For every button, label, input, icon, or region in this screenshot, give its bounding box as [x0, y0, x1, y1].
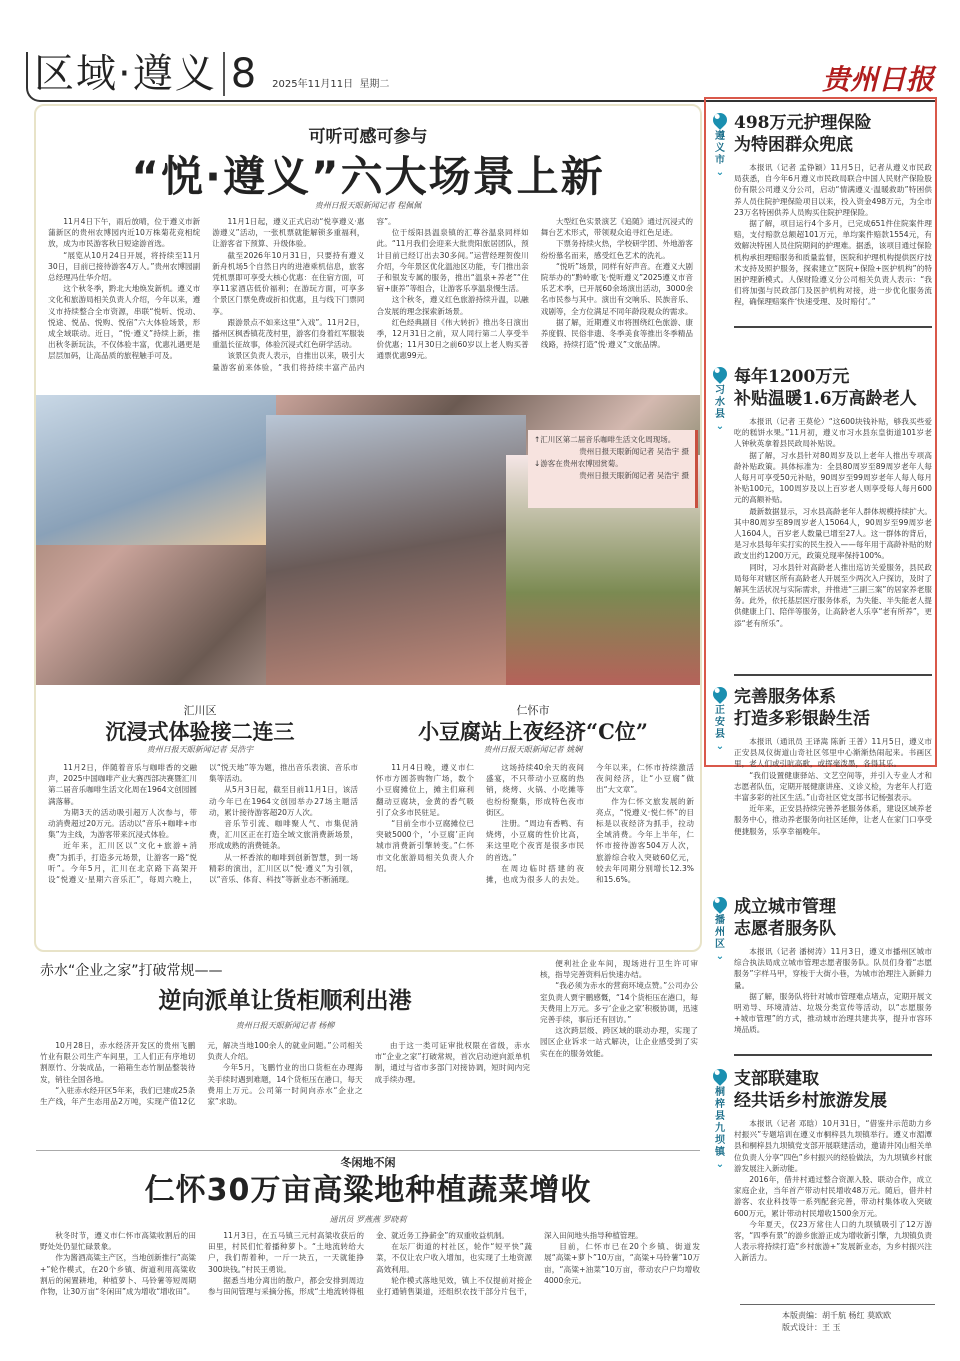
paragraph: 据了解，项目运行4个多月，已完成651件住院案件理赔，支付赔款总额超101万元，单均案件赔款1554元，有效解决特困人员住院期间的护理难。据悉，该项目通过保险机构承担理赔服务和质量监督，医院和护理机构提供医疗技术支持及照护服务，探索建立“医院+保险+医护机构”的特困护理新模式。人保财险遵义分公司相关负责人表示：“我们将加强与民政部门及医护机构对接，进一步优化服务流程，确保理赔案件‘快速受理、及时赔付’。” — [734, 219, 932, 307]
sidebar-body — [734, 946, 932, 1052]
headline-line: 支部联建取 — [734, 1069, 819, 1089]
chevron-down-icon: ⌄ — [715, 1158, 725, 1170]
sidebar-headline — [734, 896, 932, 940]
paragraph: 本报讯（记者 孟铮颖）11月5日，记者从遵义市民政局获悉，自今年6月遵义市民政局联合中国人民财产保险股份有限公司遵义分公司，启动“情满遵义·温暖救助”特困供养人员住院护理保险项目以来，投入资金498万元，为全市23万名特困供养人员购买住院护理保险。 — [734, 163, 932, 217]
location-pin-icon — [710, 1066, 730, 1086]
region-char: 镇 — [715, 1146, 725, 1158]
headline-line: 完善服务体系 — [734, 687, 836, 707]
sidebar-article — [712, 108, 932, 330]
paragraph: 便利社企业车间，现场进行卫生许可审核，指导完善资料后快速办结。 — [540, 959, 698, 980]
paragraph: 11月4日下午，雨后放晴，位于遵义市新蒲新区的贵州农博园内近10万株菊花竞相绽放，成为市民游客秋日短途游首选。 — [48, 217, 201, 249]
paragraph: 位于绥阳县温泉镇的汇尊谷温泉同样如此。“11月我们会迎来大批贵阳旅居团队，预计目前已经订出去30多间。”运营经理贺俊川介绍，今年景区优化温池区功能，专门推出亲子和银发专属的服务，推出“温泉+养老”“住宿+康养”等组合，让游客乐享温泉慢生活。 — [376, 228, 529, 294]
renhuai-byline: 贵州日报天眼新闻记者 姚娴 — [483, 745, 583, 754]
region-char: 市 — [715, 154, 725, 166]
region-char: 坝 — [715, 1134, 725, 1146]
paragraph: “悦听”场景，同样有好声音。在遵义大剧院举办的“黔岭歌飞·悦听遵义”2025遵义市音乐艺术季，已开展60余场演出活动，3000余名市民参与其中。演出有交响乐、民族音乐、戏剧等，全方位满足不同年龄段观众的需求。 — [540, 261, 693, 316]
paragraph: 据了解，近期遵义市将围绕红色旅游、康养度假、民俗非遗、冬季美食等推出冬季精品线路，持续打造“悦·遵义”文旅品牌。 — [540, 317, 693, 350]
region-char: 梓 — [715, 1098, 725, 1110]
region-tag — [712, 892, 728, 963]
huichuan-byline: 贵州日报天眼新闻记者 吴浩宇 — [146, 745, 254, 754]
paragraph: 在周边临时搭建的夜摊，也成为很多人的去处。今年以来，仁怀市持续激活夜间经济，让“小豆腐”做出“大文章”。 — [486, 763, 694, 885]
region-char: 播 — [715, 914, 725, 926]
chevron-down-icon: ⌄ — [715, 950, 725, 962]
chishui-kicker: 赤水“企业之家”打破常规—— — [40, 963, 223, 979]
lead-kicker: 可听可感可参与 — [308, 127, 428, 147]
paragraph: 作为酱酒高粱主产区，当地创新推行“高粱+”轮作模式，在20个乡镇、街道利用高粱收割后的闲置耕地，种植萝卜、马铃薯等短周期作物，让30万亩“冬闲田”成为增收“增收田”。 — [40, 1253, 196, 1297]
paragraph: 据悉当地分离出的散户，都会安排到周边参与田间管理与采摘分拣，形成“土地流转得租金、就近务工挣薪金”的双重收益机制。 — [208, 1231, 510, 1297]
divider — [734, 674, 932, 676]
chevron-down-icon: ⌄ — [715, 166, 725, 178]
headline-line: 498万元护理保险 — [734, 113, 872, 133]
chevron-down-icon: ⌄ — [715, 420, 725, 432]
location-pin-icon — [710, 110, 730, 130]
huichuan-headline: 沉浸式体验接二连三 — [105, 719, 295, 744]
headline-line: 经共话乡村旅游发展 — [734, 1091, 887, 1111]
sidebar-headline — [734, 112, 932, 156]
paragraph: 目前，仁怀市已在20个乡镇、街道发展“高粱+萝卜”10万亩，“高粱+马铃薯”10万亩，“高粱+油菜”10万亩，带动农户户均增收4000余元。 — [544, 1242, 700, 1285]
paragraph: 本报讯（记者 邓晗）10月31日，“借鉴井示范助力乡村振兴”专题培训在遵义市桐梓县九坝镇举行。遵义市湄潭县和桐梓县九坝镇党支部开展联建活动，邀请井冈山相关单位负责人分享“四色”乡村振兴的经验做法，为九坝镇乡村旅游发展注入新动能。 — [734, 1119, 932, 1173]
region-tag — [712, 1064, 728, 1171]
sidebar-headline — [734, 686, 932, 730]
photo-caption — [528, 430, 698, 508]
huichuan-body — [48, 762, 358, 944]
paragraph: “我们设置健康驿站、文艺空间等，并引入专业人才和志愿者队伍，定期开展健康讲座、义诊义检，为老年人打造丰富多彩的社区生活。”山奇社区党支部书记杨强表示。 — [734, 770, 932, 803]
region-char: 习 — [715, 384, 725, 396]
paragraph: 为期3天的活动吸引超万人次参与，带动消费超过20万元。活动以“音乐+咖啡+市集”为主线，为游客带来沉浸式体验。 — [48, 807, 197, 840]
divider — [36, 1150, 700, 1151]
paragraph: 本报讯（记者 潘树涛）11月3日，遵义市播州区城市综合执法局成立城市管理志愿者服务队。队员们身着“志愿服务”字样马甲，穿梭于大街小巷，为城市治理注入新鲜力量。 — [734, 947, 932, 990]
paragraph: 近年来，正安县持续完善养老服务体系，建设区域养老服务中心，推动养老服务向社区延伸，让老人在家门口享受便捷服务，乐享幸福晚年。 — [734, 804, 932, 836]
section-header — [26, 52, 936, 102]
paragraph: 这次跨层级、跨区域的联动办理，实现了园区企业诉求一站式解决，让企业感受到了实实在在的服务效能。 — [540, 1026, 698, 1058]
chevron-down-icon: ⌄ — [715, 740, 725, 752]
region-char: 县 — [715, 728, 725, 740]
paragraph: 这个秋冬，遵义红色旅游持续升温，以融合发展的理念探索新场景。 — [376, 295, 529, 316]
paragraph: 今年夏天，仅23万常住人口的九坝镇吸引了12万游客，“四季有景”的游乡旅游正成为增收新引擎，九坝镇负责人表示将持续打造“乡村旅游+”发展新业态，为乡村振兴注入新活力。 — [734, 1219, 932, 1263]
sidebar-body — [734, 736, 932, 836]
location-pin-icon — [710, 364, 730, 384]
paragraph: 注册。“周边有香鸭、有烧烤，小豆腐的性价比高，来这里吃个夜宵是很多市民的首选。” — [486, 819, 584, 862]
region-char: 安 — [715, 716, 725, 728]
region-char: 遵 — [715, 130, 725, 142]
sorghum-kicker: 冬闲地不闲 — [340, 1156, 396, 1169]
page-number: 8 — [223, 52, 258, 96]
sorghum-byline: 通讯员 罗燕燕 罗晓莉 — [329, 1215, 407, 1224]
section-title: 区域·遵义 — [34, 51, 217, 97]
paragraph: “展览从10月24日开展，将持续至11月30日，目前已接待游客4万人。”贵州农博园副总经理冯仕华介绍。 — [48, 250, 201, 283]
headline-line: 志愿者服务队 — [734, 919, 836, 939]
renhuai-headline: 小豆腐站上夜经济“C位” — [418, 719, 648, 744]
newspaper-logo: 贵州日报 — [821, 63, 934, 96]
sorghum-body — [40, 1230, 700, 1322]
region-char: 县 — [715, 1110, 725, 1122]
chishui-headline: 逆向派单让货柜顺利出港 — [158, 987, 412, 1014]
sidebar-body — [734, 1118, 932, 1294]
paragraph: 由于这一类可证审批权限在省级，赤水市“企业之家”打破常规，首次启动逆向派单机制，通过与省市多部门对接协调，短时间内完成手续办理。 — [374, 1041, 530, 1084]
sidebar-article — [712, 1064, 932, 1300]
divider — [734, 1054, 932, 1056]
paragraph: 在坛厂街道的村社区，轮作“短平快”蔬菜，不仅让农户收入增加，也实现了土地资源高效利用。 — [376, 1242, 532, 1274]
paragraph: 11月3日，在五马镇三元村高粱收获后的田里，村民们忙着播种萝卜。“土地流转给大户，我们帮着种，一斤一块五，一天就能挣300块钱。”村民王勇说。 — [208, 1231, 364, 1274]
region-tag — [712, 362, 728, 433]
paragraph: 从一杯香浓的咖啡到创新智慧，到一场精彩的演出，汇川区以“悦·遵义”为引领，以“音乐、体育、科技”等新业态不断涌现。 — [209, 852, 358, 885]
paragraph: 该景区负责人表示，自推出以来，吸引大量游客前来体验，“我们将持续丰富产品内容”。 — [212, 217, 396, 372]
sidebar-body — [734, 416, 932, 672]
paragraph: 11月1日起，遵义正式启动“悦享遵义·惠游遵义”活动，一张机票就能解锁多重福利，让游客省下预算、升级体验。 — [212, 217, 365, 249]
paragraph: 红色经典剧目《伟大转折》推出冬日演出季，12月31日之前，双人同行第二人享受半价优惠；11月30日之前60岁以上老人购买普通票优惠99元。 — [376, 317, 529, 361]
paragraph: 大型红色实景演艺《追随》通过沉浸式的舞台艺术形式，带领观众追寻红色足迹。 — [540, 217, 693, 238]
sidebar-headline — [734, 366, 932, 410]
region-tag — [712, 108, 728, 179]
region-char: 州 — [715, 926, 725, 938]
paragraph: 近年来，汇川区以“文化+旅游+消费”为抓手，打造多元场景，让游客一路“悦听”。今年5月，汇川在北京路下高架开设“悦遵义·星期六音乐汇”，每周六晚上，以“悦天地”等为题，推出音乐表演、音乐市集等活动。 — [48, 763, 358, 885]
paragraph: 下票务持续火热，学校研学团、外地游客纷纷慕名而来，感受红色艺术的洗礼。 — [540, 239, 693, 260]
headline-line: 补贴温暖1.6万高龄老人 — [734, 389, 917, 409]
location-pin-icon — [710, 684, 730, 704]
caption-line: ↑汇川区第二届音乐咖啡生活文化周现场。 — [534, 435, 676, 444]
divider — [734, 326, 932, 328]
region-char: 正 — [715, 704, 725, 716]
paragraph: 11月2日，伴随着音乐与咖啡香的交融声，2025中国咖啡产业大赛西部决赛暨汇川第二届音乐咖啡生活文化周在1964文创园圆满落幕。 — [48, 763, 197, 806]
paragraph: 跟游景点不如来这里“入戏”。11月2日，播州区枫香镇花茂村里，游客们身着红军服装重温长征故事，体验沉浸式红色研学活动。 — [212, 317, 365, 350]
sidebar-article — [712, 362, 932, 678]
renhuai-region: 仁怀市 — [516, 704, 550, 717]
caption-credit: 贵州日报天眼新闻记者 吴浩宇 摄 — [579, 447, 689, 456]
paragraph: 轮作模式落地见效，镇上不仅提前对接企业打通销售渠道，还组织农技干部分片包干，深入田间地头指导种植管理。 — [376, 1231, 643, 1297]
sorghum-headline: 仁怀30万亩高粱地种植蔬菜增收 — [144, 1173, 592, 1208]
caption-credit: 贵州日报天眼新闻记者 吴浩宇 摄 — [579, 471, 689, 480]
paragraph: 2016年，借井村通过整合资源入股、联动合作，成立家庭企业，当年首产带动村民增收48万元。随后，借井村游客、农业科技等一系列配套完善，带动村集体收入突破600万元，累计带动村民增收1500余万元。 — [734, 1175, 932, 1218]
paragraph: 作为仁怀文旅发展的新亮点，“悦遵义·悦仁怀”的目标是以夜经济为抓手，拉动全域消费。今年上半年，仁怀市接待游客504万人次，旅游综合收入突破60亿元，较去年同期分别增长12.3%和15.6%。 — [596, 796, 694, 885]
headline-line: 每年1200万元 — [734, 367, 850, 387]
paragraph: 秋冬时节，遵义市仁怀市高粱收割后的田野处处仍显忙碌景象。 — [40, 1231, 196, 1252]
sidebar-article — [712, 682, 932, 836]
region-tag — [712, 682, 728, 753]
paragraph: 本报讯（记者 王莫伦）“这600块钱补贴，够我买些爱吃的糕饼水果。”11月初，遵义市习水县东皇街道101岁老人钟秋英拿着县民政局补贴说。 — [734, 417, 932, 449]
paragraph: 11月4日晚，遵义市仁怀市方圆荟购物广场，数个小豆腐摊位上，摊主们麻利翻动豆腐块，金黄的香气吸引了众多市民驻足。 — [376, 763, 474, 817]
editors: 本版责编：胡千航 杨红 莫欧欧 — [782, 1311, 892, 1320]
chishui-byline: 贵州日报天眼新闻记者 杨柳 — [235, 1021, 335, 1030]
lead-body — [48, 216, 693, 394]
paragraph: “目前全市小豆腐摊位已突破5000个，‘小豆腐’正向城市消费新引擎转变。”仁怀市文化旅游局相关负责人介绍。 — [376, 819, 474, 873]
region-char: 桐 — [715, 1086, 725, 1098]
headline-line: 成立城市管理 — [734, 897, 836, 917]
divider — [740, 1304, 935, 1305]
region-char: 县 — [715, 408, 725, 420]
paragraph: 同时，习水县针对高龄老人推出巡访关爱服务，县民政局每年对辖区所有高龄老人开展至少两次入户探访，及时了解其生活状况与实际需求，并推进“三副三案”的居家养老服务。此外，依托基层医疗服务体系，为失能、半失能老人提供健康上门、陪伴等服务，让高龄老人乐享“老有所养”，更添“老有所乐”。 — [734, 562, 932, 628]
sidebar-body — [734, 162, 932, 324]
headline-line: 为特困群众兜底 — [734, 135, 853, 155]
paragraph: 10月28日，赤水经济开发区的贵州飞鹏竹业有限公司生产车间里，工人们正有序地切割原竹、分装成品，一箱箱生态竹制品整装待发，销往全国各地。 — [40, 1041, 196, 1084]
designer: 版式设计：王 玉 — [782, 1323, 841, 1332]
paragraph: 今年5月，飞鹏竹业的出口货柜在办理海关手续时遇到难题，14个货柜压在港口，每天费用上万元。公司第一时间向赤水“企业之家”求助。 — [207, 1063, 363, 1107]
lead-byline: 贵州日报天眼新闻记者 程佩佩 — [314, 201, 422, 210]
sidebar-article — [712, 892, 932, 1058]
region-char: 九 — [715, 1122, 725, 1134]
lead-headline: “悦·遵义”六大场景上新 — [131, 152, 605, 201]
paragraph: 音乐节引流、咖啡聚人气、市集促消费，汇川区正在打造全域文旅消费新场景，形成成熟的消费链条。 — [209, 819, 358, 851]
region-char: 水 — [715, 396, 725, 408]
paragraph: 据了解，习水县针对80周岁及以上老年人推出专项高龄补贴政策。具体标准为：全县80周岁至89周岁老年人每人每月可享受50元补贴，90周岁至99周岁老年人每人每月补贴100元，100周岁及以上百岁老人则享受每人每月600元的高额补贴。 — [734, 450, 932, 505]
region-char: 区 — [715, 938, 725, 950]
paragraph: 从5月3日起，截至目前11月1日，该活动今年已在1964文创园举办27场主题活动，累计接待游客超20万人次。 — [209, 785, 358, 817]
paragraph: “入驻赤水经开区5年来，我们已建成25条生产线，年产生态用品2万吨，实现产值12亿元，解决当地100余人的就业问题。”公司相关负责人介绍。 — [40, 1041, 363, 1107]
chishui-side-column — [540, 958, 698, 1146]
location-pin-icon — [710, 894, 730, 914]
huichuan-region: 汇川区 — [183, 704, 217, 717]
paragraph: 这个秋冬季，黔北大地焕发新机。遵义市文化和旅游局相关负责人介绍，今年以来，遵义市持续整合全市资源，串联“悦听、悦动、悦途、悦品、悦购、悦宿”六大体验场景，形成全域联动。近日，“悦·遵义”持续上新，推出秋冬新玩法，不仅体验丰富，优惠礼遇更是层层加码，让高品质的旅程触手可及。 — [48, 284, 201, 361]
paragraph: 这场持续40余天的夜间盛宴，不只带动小豆腐的热销，烧烤、火锅、小吃摊等也纷纷聚集，形成特色夜市街区。 — [486, 763, 584, 817]
weekday: 星期二 — [359, 79, 390, 90]
region-char: 义 — [715, 142, 725, 154]
date: 2025年11月11日 — [272, 79, 354, 90]
paragraph: 最新数据显示，习水县高龄老年人群体规模持续扩大。其中80周岁至89周岁老人15064人，90周岁至99周岁老人1604人，百岁老人数量已增至27人。这一群体的背后，是习水县每年实打实的民生投入——每年用于高龄补贴的财政支出约1200万元，政策兑现率保持100%。 — [734, 506, 932, 561]
editor-credits — [782, 1310, 891, 1334]
caption-line: ↓游客在贵州农博园赏菊。 — [534, 459, 623, 468]
paragraph: 截至2026年10月31日，只要持有遵义新舟机场5个自然日内的进港乘机信息，旅客凭机票即可享受大核心优惠：在住宿方面，可享11家酒店低价福利；在游玩方面，可享多个景区门票免费或折扣优惠，且与线下门票同享。 — [212, 250, 365, 316]
paragraph: 据了解，服务队将针对城市管理难点堵点，定期开展文明劝导、环境清洁、垃圾分类宣传等活动，以“志愿服务+城市管理”的方式，推动城市治理共建共享，提升市容环境品质。 — [734, 991, 932, 1035]
sidebar-headline — [734, 1068, 932, 1112]
chishui-body — [40, 1040, 530, 1145]
renhuai-body — [376, 762, 694, 944]
paragraph: 本报讯（通讯员 王译嵩 陈新 王普）11月5日，遵义市正安县凤仪街道山奇社区邻里中心渐渐热闹起来。书画区里，老人们或引吭高歌，或挥毫泼墨，各得其乐。 — [734, 737, 932, 769]
issue-date — [272, 78, 389, 92]
headline-line: 打造多彩银龄生活 — [734, 709, 870, 729]
paragraph: “我必须为赤水的营商环境点赞。”公司办公室负责人贾宇鹏感慨，“14个货柜压在港口，每天费用上万元。多亏‘企业之家’积极协调，迅速完善手续，事后还有回访。” — [540, 981, 698, 1025]
